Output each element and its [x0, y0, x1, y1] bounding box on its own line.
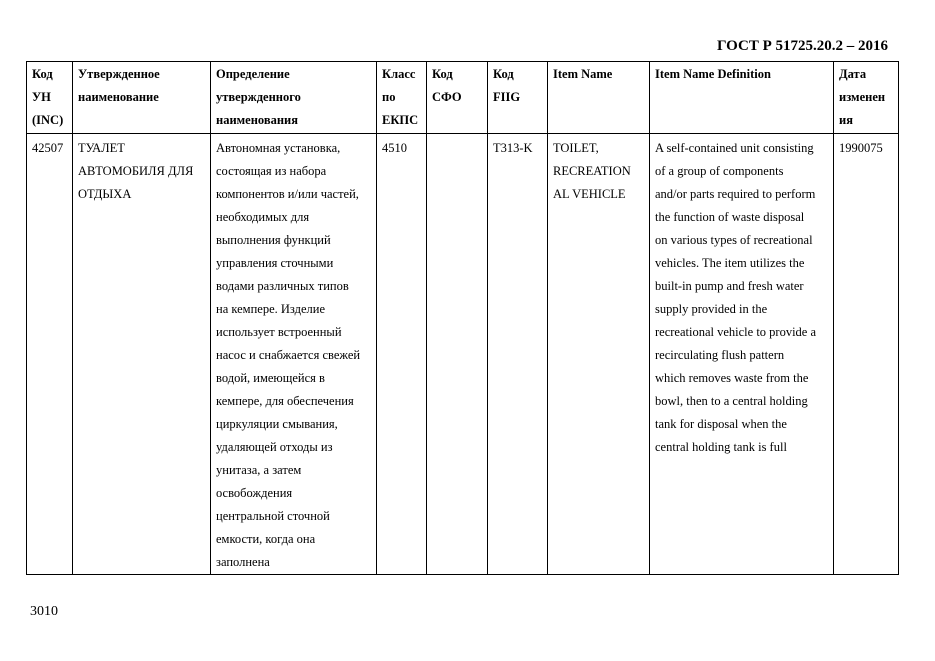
column-header-item-name: Item Name [548, 62, 650, 134]
table-header-row [27, 62, 899, 134]
column-header-fiig-code: Код FIIG [488, 62, 548, 134]
column-header-change-date: Дата изменен ия [834, 62, 899, 134]
cell-item-name: TOILET, RECREATION AL VEHICLE [548, 134, 650, 575]
cell-sfo-code [427, 134, 488, 575]
cell-change-date: 1990075 [834, 134, 899, 575]
column-header-definition: Определение утвержденного наименования [211, 62, 377, 134]
cell-inc: 42507 [27, 134, 73, 575]
cell-item-name-definition: A self-contained unit consisting of a group of components and/or parts required to perform the function of waste disposal on various types of recreational vehicles. The item utilizes the built-in pump and fresh water supply provided in the recreational vehicle to provide a recirculating flush pattern which removes waste from the bowl, then to a central holding tank for disposal when the central holding tank is full [650, 134, 834, 575]
column-header-sfo-code: Код СФО [427, 62, 488, 134]
column-header-inc: Код УН (INC) [27, 62, 73, 134]
cell-definition: Автономная установка, состоящая из набора компонентов и/или частей, необходимых для выполнения функций управления сточными водами различных типов на кемпере. Изделие использует встроенный насос и снабжается свежей водой, имеющейся в кемпере, для обеспечения циркуляции смывания, удаляющей отходы из унитаза, а затем освобождения центральной сточной емкости, когда она заполнена [211, 134, 377, 575]
column-header-ekps-class: Класс по ЕКПС [377, 62, 427, 134]
item-names-table [26, 61, 899, 575]
table-row [27, 134, 899, 575]
column-header-item-name-definition: Item Name Definition [650, 62, 834, 134]
cell-ekps-class: 4510 [377, 134, 427, 575]
cell-approved-name: ТУАЛЕТ АВТОМОБИЛЯ ДЛЯ ОТДЫХА [73, 134, 211, 575]
document-code: ГОСТ Р 51725.20.2 – 2016 [716, 38, 888, 54]
page-number: 3010 [30, 604, 58, 619]
column-header-approved-name: Утвержденное наименование [73, 62, 211, 134]
cell-fiig-code: T313-K [488, 134, 548, 575]
